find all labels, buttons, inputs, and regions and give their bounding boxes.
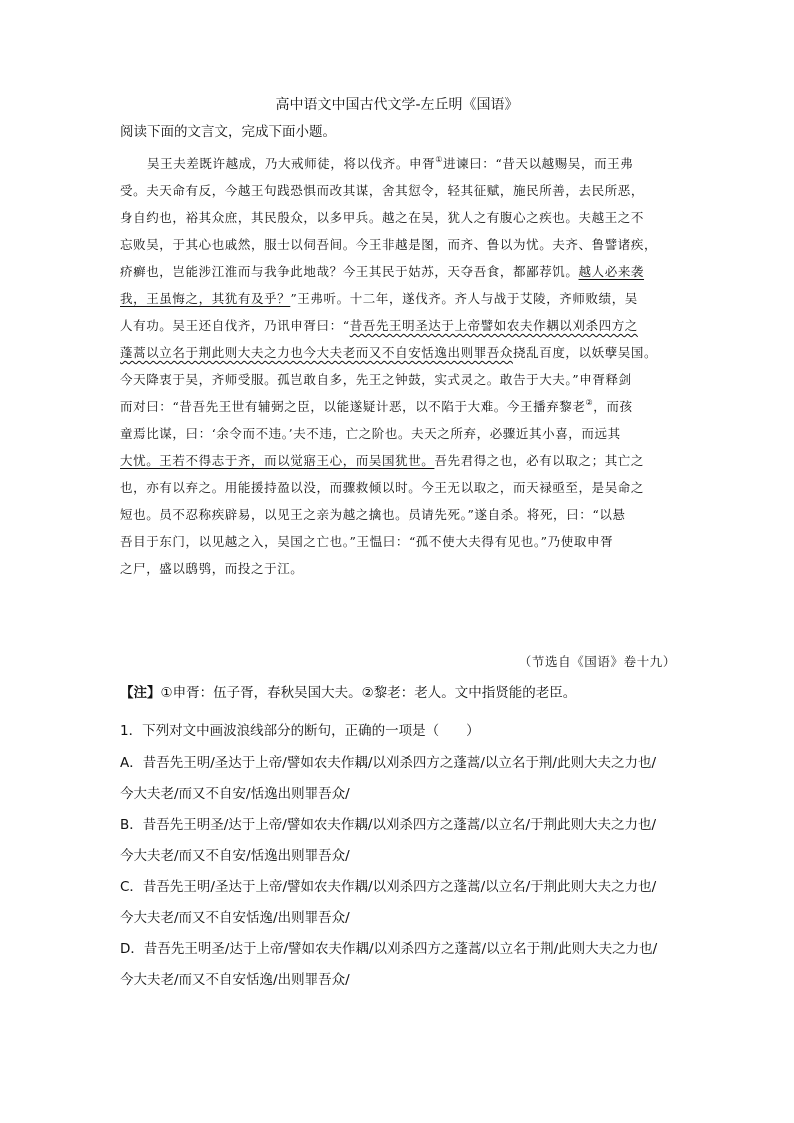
passage-line bbox=[120, 555, 676, 582]
passage-text: 吾目于东门，以见越之入，吴国之亡也。”王愠曰：“孤不使大夫得有见也。”乃使取申胥 bbox=[120, 534, 614, 549]
underlined-sentence: 大忧。王若不得志于齐，而以觉寤王心，而吴国犹世。 bbox=[120, 453, 435, 468]
passage-line bbox=[120, 447, 676, 474]
passage-text: 短也。员不忍称疾辟易，以见王之亲为越之擒也。员请先死。”遂自杀。将死，曰：“以悬 bbox=[120, 507, 626, 522]
passage-text: 人有功。吴王还自伐齐，乃讯申胥曰：“ bbox=[120, 318, 350, 333]
document-title: 高中语文中国古代文学-左丘明《国语》 bbox=[275, 97, 519, 113]
option-a-line-1: A．昔吾先王明/圣达于上帝/譬如农夫作耦/以刈杀四方之蓬蒿/以立名于荆/此则大夫之力也/ bbox=[120, 755, 657, 771]
passage-line bbox=[120, 258, 676, 285]
option-d-line-1: D．昔吾先王明圣/达于上帝/譬如农夫作耦/以刈杀四方之蓬蒿/以立名于荆/此则大夫之力也/ bbox=[120, 941, 658, 957]
option-a-line-2: 今大夫老/而又不自安/恬逸出则罪吾众/ bbox=[120, 786, 350, 802]
passage-text: 今天降衷于吴，齐师受服。孤岂敢自多，先王之钟鼓，实式灵之。敢告于大夫。”申胥释剑 bbox=[120, 372, 632, 387]
footnote-marker: ① bbox=[435, 155, 443, 164]
classical-passage bbox=[120, 150, 676, 582]
passage-line bbox=[120, 501, 676, 528]
note-text: ①申胥：伍子胥，春秋吴国大夫。②黎老：老人。文中指贤能的老臣。 bbox=[160, 685, 577, 701]
passage-line bbox=[120, 285, 676, 312]
passage-text: ”王弗听。十二年，遂伐齐。齐人与战于艾陵，齐师败绩，吴 bbox=[290, 291, 638, 306]
passage-line bbox=[120, 393, 676, 420]
passage-text: 受。夫天命有反，今越王句践恐惧而改其谋，舍其愆令，轻其征赋，施民所善，去民所恶， bbox=[120, 183, 645, 198]
wavy-underlined-text: 蓬蒿以立名于荆此则大夫之力也今大夫老而又不自安恬逸出则罪吾众 bbox=[120, 345, 514, 360]
passage-line bbox=[120, 366, 676, 393]
passage-line bbox=[120, 204, 676, 231]
passage-line bbox=[120, 177, 676, 204]
passage-line bbox=[120, 528, 676, 555]
passage-text: 挠乱百度，以妖孽吴国。 bbox=[513, 345, 658, 360]
passage-line bbox=[120, 339, 676, 366]
passage-line bbox=[120, 420, 676, 447]
option-c-line-1: C．昔吾先王明/圣达于上帝/譬如农夫作耦/以刈杀四方之蓬蒿/以立名/于荆此则大夫之力也/ bbox=[120, 879, 657, 895]
passage-line bbox=[120, 312, 676, 339]
answer-options bbox=[120, 752, 680, 1000]
instruction-text: 阅读下面的文言文，完成下面小题。 bbox=[120, 124, 336, 140]
source-citation: （节选自《国语》卷十九） bbox=[518, 654, 676, 669]
passage-text: 之尸，盛以鸱鸮，而投之于江。 bbox=[120, 561, 304, 576]
passage-text: 而对曰：“昔吾先王世有辅弼之臣，以能遂疑计恶，以不陷于大难。今王播弃黎老 bbox=[120, 399, 586, 414]
underlined-sentence: 越人必来袭 bbox=[578, 264, 645, 279]
footnote-marker: ② bbox=[585, 398, 594, 407]
passage-text: 童焉比谋，曰：‘余令而不违。’夫不违，亡之阶也。夫天之所弃，必骤近其小喜，而远其 bbox=[120, 426, 621, 441]
annotation-note bbox=[120, 682, 576, 704]
passage-text: 忘败吴，于其心也戚然，服士以伺吾间。今王非越是图，而齐、鲁以为忧。夫齐、鲁譬诸疾， bbox=[120, 237, 658, 252]
option-b-line-1: B．昔吾先王明圣/达于上帝/譬如农夫作耦/以刈杀四方之蓬蒿/以立名/于荆此则大夫之力也/ bbox=[120, 817, 657, 833]
wavy-underlined-text: 昔吾先王明圣达于上帝譬如农夫作耦以刈杀四方之 bbox=[349, 318, 638, 333]
passage-line bbox=[120, 231, 676, 258]
passage-text: 也，亦有以弃之。用能援持盈以没，而骤救倾以时。今王无以取之，而天禄亟至，是吴命之 bbox=[120, 480, 645, 495]
option-b-line-2: 今大夫老/而又不自安/恬逸出则罪吾众/ bbox=[120, 848, 350, 864]
passage-text: ，而孩 bbox=[593, 399, 633, 414]
passage-text: 吴王夫差既许越成，乃大戒师徒，将以伐齐。申胥 bbox=[147, 156, 436, 171]
option-c-line-2: 今大夫老/而又不自安恬逸/出则罪吾众/ bbox=[120, 910, 350, 926]
passage-text: 进谏曰：“昔天以越赐吴，而王弗 bbox=[442, 156, 634, 171]
passage-line bbox=[120, 474, 676, 501]
question-stem: 1．下列对文中画波浪线部分的断句，正确的一项是（ ） bbox=[120, 723, 480, 739]
passage-text: 吾先君得之也，必有以取之；其亡之 bbox=[434, 453, 645, 468]
option-d-line-2: 今大夫老/而又不自安恬逸/出则罪吾众/ bbox=[120, 972, 350, 988]
passage-line bbox=[120, 150, 676, 177]
passage-text: 疥癣也，岂能涉江淮而与我争此地哉？今王其民于姑苏，天夺吾食，都鄙荐饥。 bbox=[120, 264, 579, 279]
note-label: 【注】 bbox=[120, 685, 161, 701]
passage-text: 身自约也，裕其众庶，其民殷众，以多甲兵。越之在吴，犹人之有腹心之疾也。夫越王之不 bbox=[120, 210, 645, 225]
underlined-sentence: 我，王虽悔之，其犹有及乎？ bbox=[120, 291, 291, 306]
